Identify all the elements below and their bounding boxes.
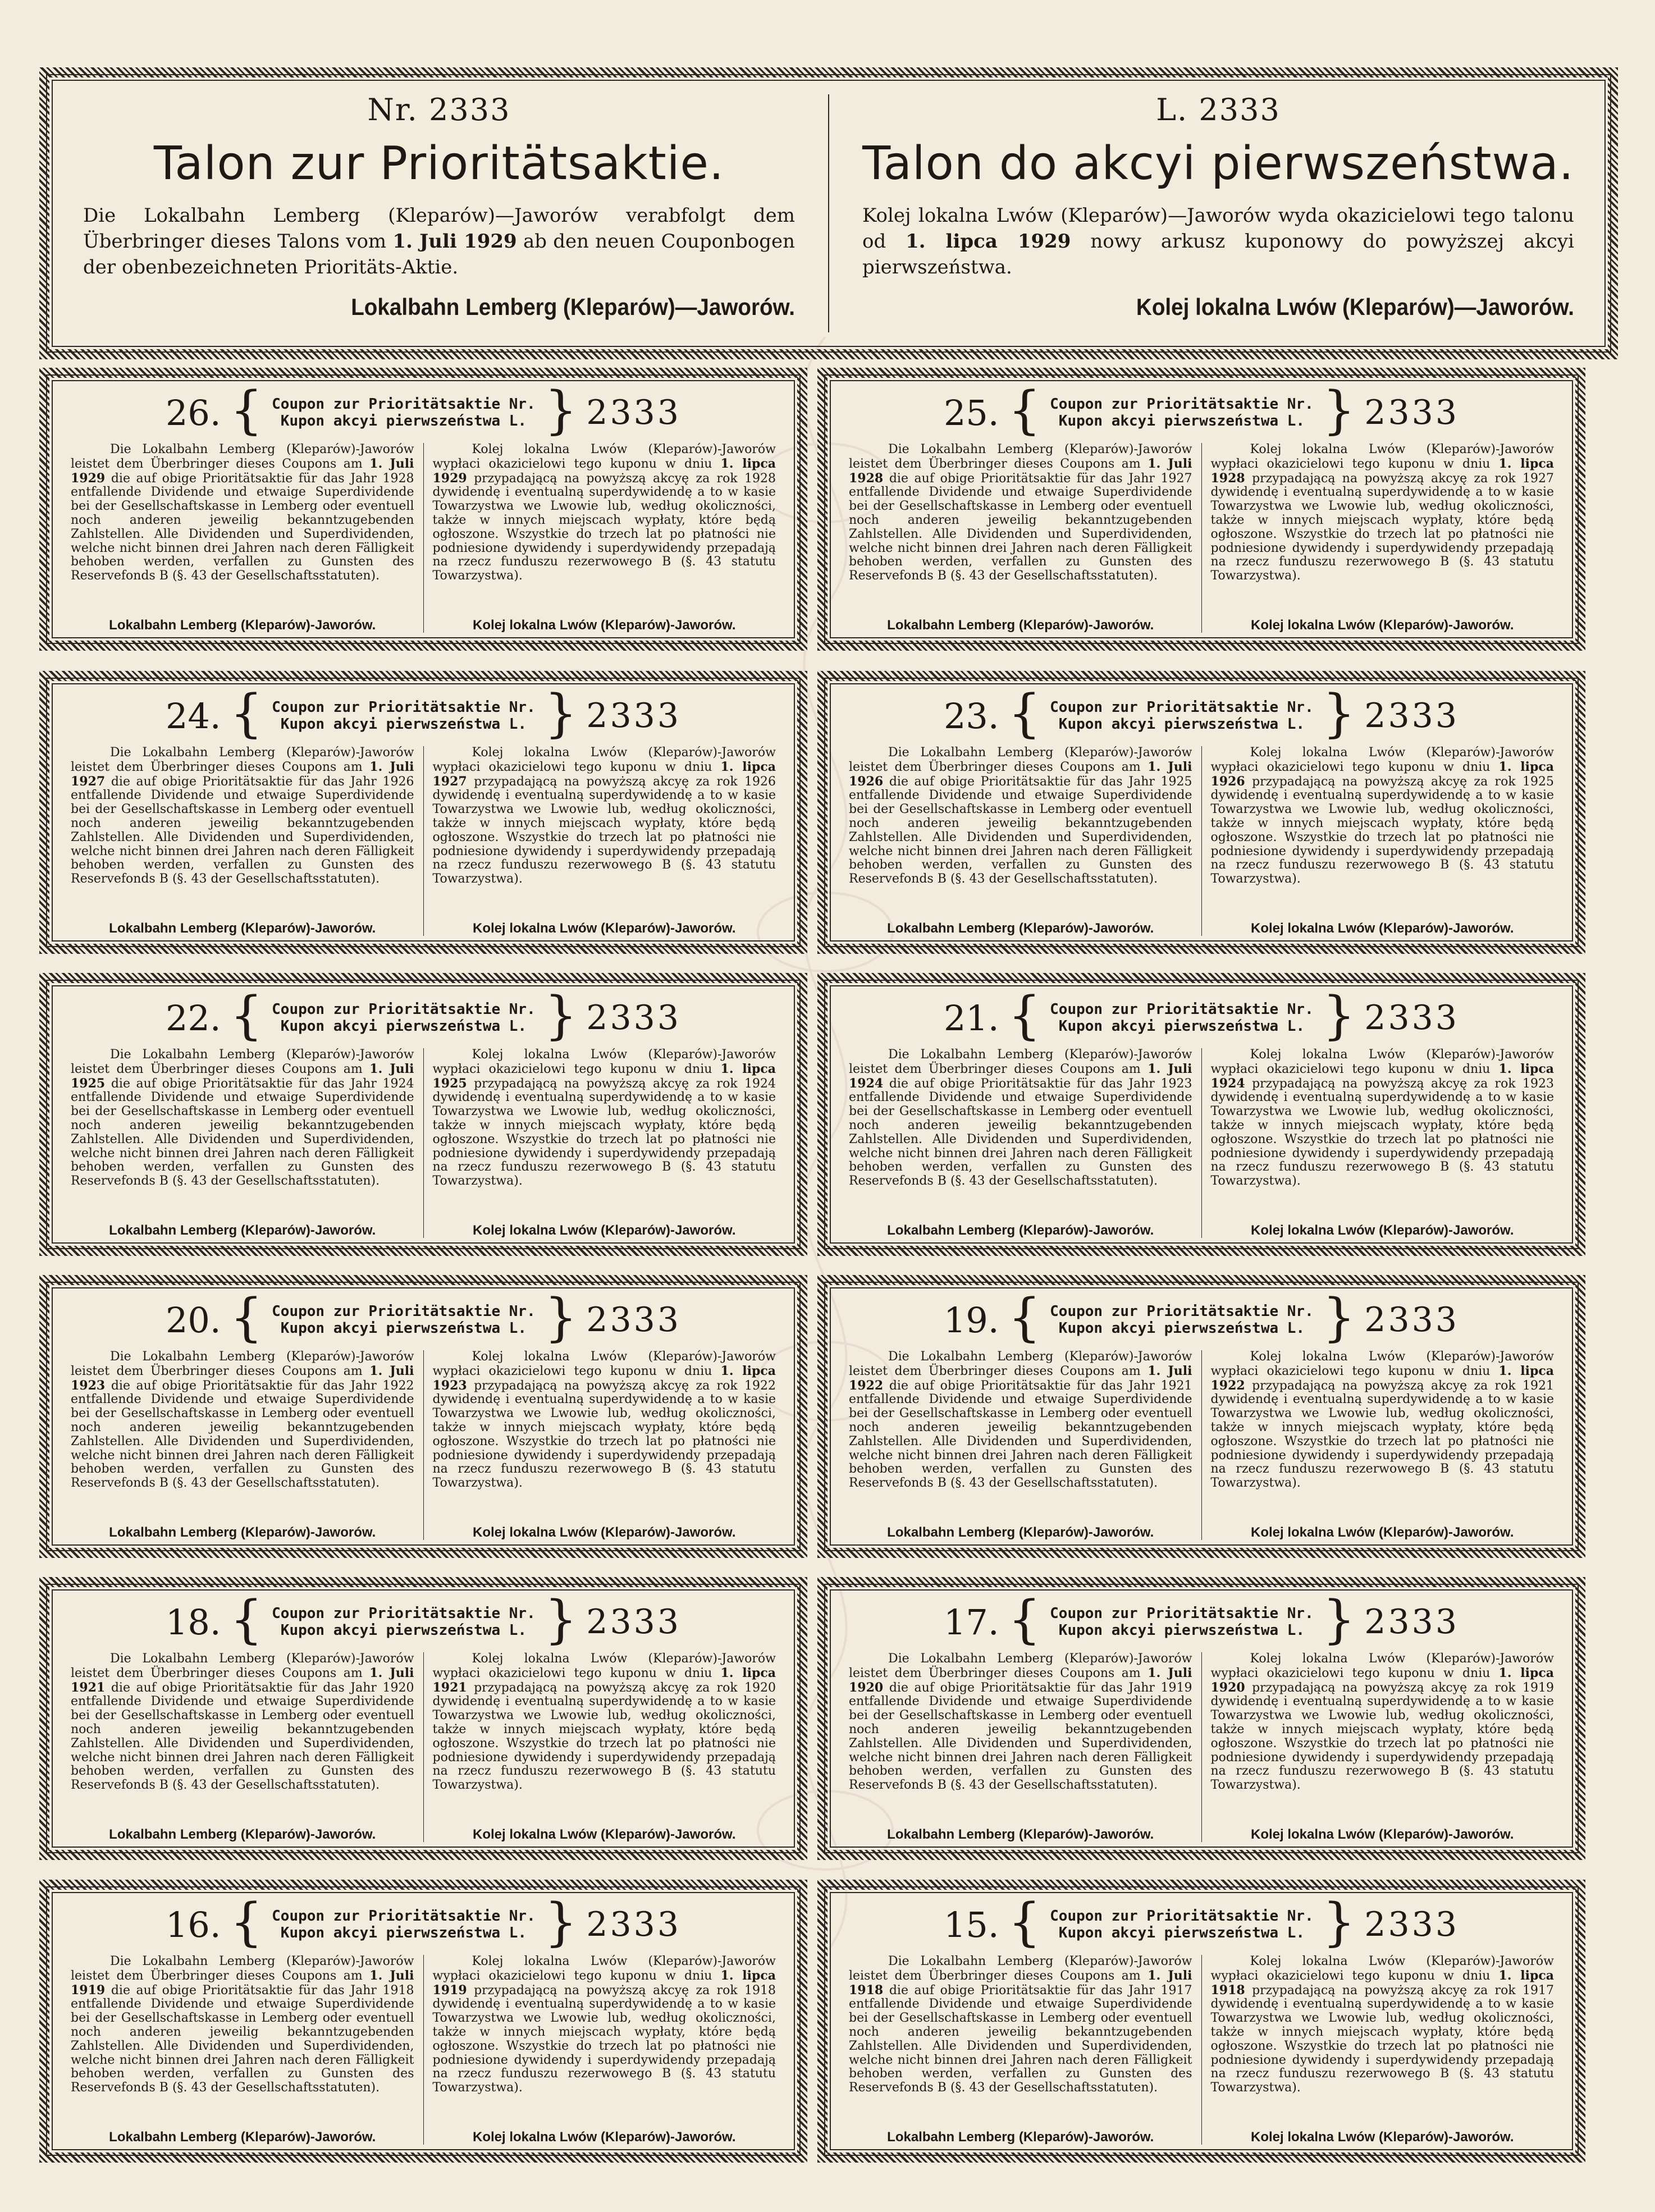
coupon-signer-pl: Kolej lokalna Lwów (Kleparów)-Jaworów. [472,1223,736,1238]
coupon-date-de: 1. Juli 1921 [71,1665,414,1695]
coupon-number: 18. [165,1601,221,1643]
coupon-date-de: 1. Juli 1923 [71,1363,414,1393]
coupon-year-de: 1919 [1160,1680,1192,1695]
coupon-year-de: 1927 [1160,471,1192,486]
coupon-body [840,1048,1563,1238]
coupon-serial: 2333 [586,998,681,1038]
coupon-serial: 2333 [1364,1300,1459,1340]
coupon-year-de: 1925 [1160,774,1192,789]
coupon-serial: 2333 [586,1602,681,1642]
coupon-date-pl: 1. lipca 1929 [432,456,776,486]
coupon-title: Coupon zur Prioritätsaktie Nr. Kupon akcyi pierwszeństwa L. [1050,396,1314,429]
coupon-year-pl: 1926 [744,774,776,789]
coupon [817,973,1585,1256]
coupon-year-de: 1924 [382,1076,414,1091]
coupon-date-de: 1. Juli 1920 [849,1665,1192,1695]
talon-polish [829,77,1608,349]
coupon-number: 24. [165,695,221,737]
talon-signer-pl: Kolej lokalna Lwów (Kleparów)—Jaworów. [1136,294,1574,320]
coupon-title: Coupon zur Prioritätsaktie Nr. Kupon akcyi pierwszeństwa L. [1050,699,1314,733]
coupon-year-pl: 1921 [1523,1378,1554,1393]
coupon-text-pl: Kolej lokalna Lwów (Kleparów)-Jaworów wypłaci okazicielowi tego kuponu w dniu 1. lipca 1919 przypadającą na powyższą akcyę za rok 1918 dywidendę i eventualną superdywidendę a to w kasie Towarzystwa we Lwowie lub, według okoliczności, także w innych miejscach wypłaty, które będą ogłoszone. Wszystkie do trzech lat po płatności nie podniesione dywidendy i superdywidendy przepadają na rzecz funduszu rezerwowego B (§. 43 statutu Towarzystwa). Kolej lokalna Lwów (Kleparów)-Jaworów. [423,1955,785,2145]
coupon-header [828,1589,1575,1649]
coupon-signer-de: Lokalbahn Lemberg (Kleparów)-Jaworów. [109,618,376,633]
coupon-number: 22. [165,997,221,1039]
coupon-serial: 2333 [1364,1602,1459,1642]
coupon-text-de: Die Lokalbahn Lemberg (Kleparów)-Jaworów leistet dem Überbringer dieses Coupons am 1. Juli 1920 die auf obige Prioritätsaktie für das Jahr 1919 entfallende Dividende und etwaige Superdividende bei der Gesellschaftskasse in Lemberg oder eventuell noch anderen jeweilig bekanntzugebenden Zahlstellen. Alle Dividenden und Superdividenden, welche nicht binnen drei Jahren nach deren Fälligkeit behoben werden, verfallen zu Gunsten des Reservefonds B (§. 43 der Gesellschaftsstatuten). Lokalbahn Lemberg (Kleparów)-Jaworów. [849,1652,1192,1843]
coupon-body [62,1048,785,1238]
brace-left-glyph: { [1008,380,1041,440]
coupon-number: 19. [943,1299,999,1341]
coupon [39,671,807,954]
coupon-signer-de: Lokalbahn Lemberg (Kleparów)-Jaworów. [887,1525,1154,1541]
coupon-year-pl: 1925 [1523,774,1554,789]
coupon-signer-de: Lokalbahn Lemberg (Kleparów)-Jaworów. [109,1827,376,1843]
coupon-signer-de: Lokalbahn Lemberg (Kleparów)-Jaworów. [887,618,1154,633]
coupon-year-pl: 1927 [1523,471,1554,486]
coupon [39,973,807,1256]
coupon-title: Coupon zur Prioritätsaktie Nr. Kupon akcyi pierwszeństwa L. [272,396,536,429]
talon-header [39,67,1618,359]
coupon-date-pl: 1. lipca 1920 [1210,1665,1555,1695]
coupon-serial: 2333 [586,393,681,432]
brace-left-glyph: { [1008,1892,1041,1952]
coupon [39,1577,807,1860]
coupon-signer-pl: Kolej lokalna Lwów (Kleparów)-Jaworów. [472,2129,736,2145]
coupon-date-pl: 1. lipca 1928 [1210,456,1555,486]
coupon-signer-pl: Kolej lokalna Lwów (Kleparów)-Jaworów. [1250,1525,1514,1541]
coupon-header [828,380,1575,440]
coupon-number: 15. [943,1904,999,1945]
coupon-year-de: 1920 [382,1680,414,1695]
coupon-title: Coupon zur Prioritätsaktie Nr. Kupon akcyi pierwszeństwa L. [272,1303,536,1337]
brace-right-glyph: } [1322,1589,1356,1649]
coupon [39,368,807,651]
talon-title-de: Talon zur Prioritätsaktie. [153,137,725,190]
talon-signer-de: Lokalbahn Lemberg (Kleparów)—Jaworów. [351,294,795,320]
coupon-text-de: Die Lokalbahn Lemberg (Kleparów)-Jaworów leistet dem Überbringer dieses Coupons am 1. Juli 1919 die auf obige Prioritätsaktie für das Jahr 1918 entfallende Dividende und etwaige Superdividende bei der Gesellschaftskasse in Lemberg oder eventuell noch anderen jeweilig bekanntzugebenden Zahlstellen. Alle Dividenden und Superdividenden, welche nicht binnen drei Jahren nach deren Fälligkeit behoben werden, verfallen zu Gunsten des Reservefonds B (§. 43 der Gesellschaftsstatuten). Lokalbahn Lemberg (Kleparów)-Jaworów. [71,1954,414,2145]
coupon-signer-pl: Kolej lokalna Lwów (Kleparów)-Jaworów. [1250,618,1514,633]
coupon-body [840,443,1563,633]
coupon [817,1275,1585,1558]
coupon-text-pl: Kolej lokalna Lwów (Kleparów)-Jaworów wypłaci okazicielowi tego kuponu w dniu 1. lipca 1926 przypadającą na powyższą akcyę za rok 1925 dywidendę i eventualną superdywidendę a to w kasie Towarzystwa we Lwowie lub, według okoliczności, także w innych miejscach wypłaty, które będą ogłoszone. Wszystkie do trzech lat po płatności nie podniesione dywidendy i superdywidendy przepadają na rzecz funduszu rezerwowego B (§. 43 statutu Towarzystwa). Kolej lokalna Lwów (Kleparów)-Jaworów. [1201,746,1563,936]
coupon-header [828,985,1575,1045]
coupon-body [840,1350,1563,1540]
brace-right-glyph: } [544,380,578,440]
coupon-signer-de: Lokalbahn Lemberg (Kleparów)-Jaworów. [887,1827,1154,1843]
coupon-header [49,985,797,1045]
brace-left-glyph: { [230,683,263,743]
coupon-date-pl: 1. lipca 1919 [432,1968,776,1998]
coupon-text-pl: Kolej lokalna Lwów (Kleparów)-Jaworów wypłaci okazicielowi tego kuponu w dniu 1. lipca 1927 przypadającą na powyższą akcyę za rok 1926 dywidendę i eventualną superdywidendę a to w kasie Towarzystwa we Lwowie lub, według okoliczności, także w innych miejscach wypłaty, które będą ogłoszone. Wszystkie do trzech lat po płatności nie podniesione dywidendy i superdywidendy przepadają na rzecz funduszu rezerwowego B (§. 43 statutu Towarzystwa). Kolej lokalna Lwów (Kleparów)-Jaworów. [423,746,785,936]
coupon-year-pl: 1922 [744,1378,776,1393]
coupon-date-pl: 1. lipca 1918 [1210,1968,1555,1998]
coupon-year-de: 1921 [1160,1378,1192,1393]
brace-left-glyph: { [230,1589,263,1649]
coupon-date-pl: 1. lipca 1926 [1210,759,1555,789]
brace-right-glyph: } [1322,985,1356,1045]
coupon-number: 21. [943,997,999,1039]
coupon-text-pl: Kolej lokalna Lwów (Kleparów)-Jaworów wypłaci okazicielowi tego kuponu w dniu 1. lipca 1928 przypadającą na powyższą akcyę za rok 1927 dywidendę i eventualną superdywidendę a to w kasie Towarzystwa we Lwowie lub, według okoliczności, także w innych miejscach wypłaty, które będą ogłoszone. Wszystkie do trzech lat po płatności nie podniesione dywidendy i superdywidendy przepadają na rzecz funduszu rezerwowego B (§. 43 statutu Towarzystwa). Kolej lokalna Lwów (Kleparów)-Jaworów. [1201,443,1563,633]
coupon-year-de: 1928 [382,471,414,486]
coupon [817,1880,1585,2163]
coupon-year-pl: 1918 [744,1983,776,1998]
coupon-year-pl: 1923 [1523,1076,1554,1091]
brace-right-glyph: } [544,1892,578,1952]
coupon-date-pl: 1. lipca 1922 [1210,1363,1555,1393]
coupon-year-pl: 1928 [744,471,776,486]
coupon-serial: 2333 [586,696,681,735]
coupon-signer-pl: Kolej lokalna Lwów (Kleparów)-Jaworów. [1250,1223,1514,1238]
coupon-year-pl: 1919 [1523,1680,1554,1695]
brace-left-glyph: { [1008,1589,1041,1649]
brace-left-glyph: { [1008,985,1041,1045]
talon-date-pl: 1. lipca 1929 [906,230,1071,253]
coupon-text-de: Die Lokalbahn Lemberg (Kleparów)-Jaworów leistet dem Überbringer dieses Coupons am 1. Juli 1924 die auf obige Prioritätsaktie für das Jahr 1923 entfallende Dividende und etwaige Superdividende bei der Gesellschaftskasse in Lemberg oder eventuell noch anderen jeweilig bekanntzugebenden Zahlstellen. Alle Dividenden und Superdividenden, welche nicht binnen drei Jahren nach deren Fälligkeit behoben werden, verfallen zu Gunsten des Reservefonds B (§. 43 der Gesellschaftsstatuten). Lokalbahn Lemberg (Kleparów)-Jaworów. [849,1048,1192,1238]
coupon-signer-de: Lokalbahn Lemberg (Kleparów)-Jaworów. [109,1223,376,1238]
brace-right-glyph: } [1322,380,1356,440]
coupon-header [49,1287,797,1347]
coupon-number: 23. [943,695,999,737]
coupon-year-de: 1923 [1160,1076,1192,1091]
talon-text-pl: Kolej lokalna Lwów (Kleparów)—Jaworów wyda okazicielowi tego talonu od 1. lipca 1929 nowy arkusz kuponowy do powyższej akcyi pierwszeństwa. [862,204,1575,278]
coupon-date-pl: 1. lipca 1923 [432,1363,776,1393]
brace-left-glyph: { [230,1892,263,1952]
brace-left-glyph: { [230,1287,263,1347]
coupon-header [49,1589,797,1649]
coupon-header [828,1892,1575,1952]
coupon-text-de: Die Lokalbahn Lemberg (Kleparów)-Jaworów leistet dem Überbringer dieses Coupons am 1. Juli 1921 die auf obige Prioritätsaktie für das Jahr 1920 entfallende Dividende und etwaige Superdividende bei der Gesellschaftskasse in Lemberg oder eventuell noch anderen jeweilig bekanntzugebenden Zahlstellen. Alle Dividenden und Superdividenden, welche nicht binnen drei Jahren nach deren Fälligkeit behoben werden, verfallen zu Gunsten des Reservefonds B (§. 43 der Gesellschaftsstatuten). Lokalbahn Lemberg (Kleparów)-Jaworów. [71,1652,414,1843]
coupon-signer-pl: Kolej lokalna Lwów (Kleparów)-Jaworów. [1250,2129,1514,2145]
coupon-text-de: Die Lokalbahn Lemberg (Kleparów)-Jaworów leistet dem Überbringer dieses Coupons am 1. Juli 1926 die auf obige Prioritätsaktie für das Jahr 1925 entfallende Dividende und etwaige Superdividende bei der Gesellschaftskasse in Lemberg oder eventuell noch anderen jeweilig bekanntzugebenden Zahlstellen. Alle Dividenden und Superdividenden, welche nicht binnen drei Jahren nach deren Fälligkeit behoben werden, verfallen zu Gunsten des Reservefonds B (§. 43 der Gesellschaftsstatuten). Lokalbahn Lemberg (Kleparów)-Jaworów. [849,746,1192,936]
coupon-date-de: 1. Juli 1922 [849,1363,1192,1393]
coupon-signer-pl: Kolej lokalna Lwów (Kleparów)-Jaworów. [472,1525,736,1541]
brace-right-glyph: } [544,683,578,743]
coupon-date-de: 1. Juli 1927 [71,759,414,789]
coupon-text-pl: Kolej lokalna Lwów (Kleparów)-Jaworów wypłaci okazicielowi tego kuponu w dniu 1. lipca 1922 przypadającą na powyższą akcyę za rok 1921 dywidendę i eventualną superdywidendę a to w kasie Towarzystwa we Lwowie lub, według okoliczności, także w innych miejscach wypłaty, które będą ogłoszone. Wszystkie do trzech lat po płatności nie podniesione dywidendy i superdywidendy przepadają na rzecz funduszu rezerwowego B (§. 43 statutu Towarzystwa). Kolej lokalna Lwów (Kleparów)-Jaworów. [1201,1350,1563,1540]
coupon-text-pl: Kolej lokalna Lwów (Kleparów)-Jaworów wypłaci okazicielowi tego kuponu w dniu 1. lipca 1924 przypadającą na powyższą akcyę za rok 1923 dywidendę i eventualną superdywidendę a to w kasie Towarzystwa we Lwowie lub, według okoliczności, także w innych miejscach wypłaty, które będą ogłoszone. Wszystkie do trzech lat po płatności nie podniesione dywidendy i superdywidendy przepadają na rzecz funduszu rezerwowego B (§. 43 statutu Towarzystwa). Kolej lokalna Lwów (Kleparów)-Jaworów. [1201,1048,1563,1238]
talon-german [49,77,829,349]
brace-right-glyph: } [544,1287,578,1347]
coupon-year-de: 1918 [382,1983,414,1998]
coupon-text-de: Die Lokalbahn Lemberg (Kleparów)-Jaworów leistet dem Überbringer dieses Coupons am 1. Juli 1928 die auf obige Prioritätsaktie für das Jahr 1927 entfallende Dividende und etwaige Superdividende bei der Gesellschaftskasse in Lemberg oder eventuell noch anderen jeweilig bekanntzugebenden Zahlstellen. Alle Dividenden und Superdividenden, welche nicht binnen drei Jahren nach deren Fälligkeit behoben werden, verfallen zu Gunsten des Reservefonds B (§. 43 der Gesellschaftsstatuten). Lokalbahn Lemberg (Kleparów)-Jaworów. [849,442,1192,633]
coupon [817,368,1585,651]
coupon-year-de: 1922 [382,1378,414,1393]
coupon-date-de: 1. Juli 1926 [849,759,1192,789]
talon-number-de: Nr. 2333 [367,92,511,127]
brace-left-glyph: { [230,380,263,440]
coupon-body [62,1350,785,1540]
coupon-number: 26. [165,392,221,433]
coupon-signer-de: Lokalbahn Lemberg (Kleparów)-Jaworów. [887,2129,1154,2145]
coupon-text-de: Die Lokalbahn Lemberg (Kleparów)-Jaworów leistet dem Überbringer dieses Coupons am 1. Juli 1923 die auf obige Prioritätsaktie für das Jahr 1922 entfallende Dividende und etwaige Superdividende bei der Gesellschaftskasse in Lemberg oder eventuell noch anderen jeweilig bekanntzugebenden Zahlstellen. Alle Dividenden und Superdividenden, welche nicht binnen drei Jahren nach deren Fälligkeit behoben werden, verfallen zu Gunsten des Reservefonds B (§. 43 der Gesellschaftsstatuten). Lokalbahn Lemberg (Kleparów)-Jaworów. [71,1350,414,1541]
coupon-text-pl: Kolej lokalna Lwów (Kleparów)-Jaworów wypłaci okazicielowi tego kuponu w dniu 1. lipca 1923 przypadającą na powyższą akcyę za rok 1922 dywidendę i eventualną superdywidendę a to w kasie Towarzystwa we Lwowie lub, według okoliczności, także w innych miejscach wypłaty, które będą ogłoszone. Wszystkie do trzech lat po płatności nie podniesione dywidendy i superdywidendy przepadają na rzecz funduszu rezerwowego B (§. 43 statutu Towarzystwa). Kolej lokalna Lwów (Kleparów)-Jaworów. [423,1350,785,1540]
coupon-body [62,746,785,936]
coupon-signer-pl: Kolej lokalna Lwów (Kleparów)-Jaworów. [1250,921,1514,936]
coupon-text-pl: Kolej lokalna Lwów (Kleparów)-Jaworów wypłaci okazicielowi tego kuponu w dniu 1. lipca 1920 przypadającą na powyższą akcyę za rok 1919 dywidendę i eventualną superdywidendę a to w kasie Towarzystwa we Lwowie lub, według okoliczności, także w innych miejscach wypłaty, które będą ogłoszone. Wszystkie do trzech lat po płatności nie podniesione dywidendy i superdywidendy przepadają na rzecz funduszu rezerwowego B (§. 43 statutu Towarzystwa). Kolej lokalna Lwów (Kleparów)-Jaworów. [1201,1652,1563,1842]
coupon-date-pl: 1. lipca 1925 [432,1061,776,1091]
coupon-date-de: 1. Juli 1928 [849,456,1192,486]
coupon-year-pl: 1917 [1523,1983,1554,1998]
coupon-date-de: 1. Juli 1919 [71,1968,414,1998]
coupon-signer-de: Lokalbahn Lemberg (Kleparów)-Jaworów. [887,1223,1154,1238]
coupon-date-de: 1. Juli 1918 [849,1968,1192,1998]
coupon-year-pl: 1920 [744,1680,776,1695]
coupon-title: Coupon zur Prioritätsaktie Nr. Kupon akcyi pierwszeństwa L. [272,699,536,733]
brace-right-glyph: } [1322,1287,1356,1347]
coupon-year-de: 1926 [382,774,414,789]
coupon-number: 25. [943,392,999,433]
coupon-header [828,1287,1575,1347]
coupon-title: Coupon zur Prioritätsaktie Nr. Kupon akcyi pierwszeństwa L. [272,1605,536,1639]
coupon-text-de: Die Lokalbahn Lemberg (Kleparów)-Jaworów leistet dem Überbringer dieses Coupons am 1. Juli 1925 die auf obige Prioritätsaktie für das Jahr 1924 entfallende Dividende und etwaige Superdividende bei der Gesellschaftskasse in Lemberg oder eventuell noch anderen jeweilig bekanntzugebenden Zahlstellen. Alle Dividenden und Superdividenden, welche nicht binnen drei Jahren nach deren Fälligkeit behoben werden, verfallen zu Gunsten des Reservefonds B (§. 43 der Gesellschaftsstatuten). Lokalbahn Lemberg (Kleparów)-Jaworów. [71,1048,414,1238]
coupon-date-de: 1. Juli 1925 [71,1061,414,1091]
coupon-signer-pl: Kolej lokalna Lwów (Kleparów)-Jaworów. [472,618,736,633]
coupon [817,1577,1585,1860]
coupon-text-pl: Kolej lokalna Lwów (Kleparów)-Jaworów wypłaci okazicielowi tego kuponu w dniu 1. lipca 1925 przypadającą na powyższą akcyę za rok 1924 dywidendę i eventualną superdywidendę a to w kasie Towarzystwa we Lwowie lub, według okoliczności, także w innych miejscach wypłaty, które będą ogłoszone. Wszystkie do trzech lat po płatności nie podniesione dywidendy i superdywidendy przepadają na rzecz funduszu rezerwowego B (§. 43 statutu Towarzystwa). Kolej lokalna Lwów (Kleparów)-Jaworów. [423,1048,785,1238]
talon-number-pl: L. 2333 [1156,92,1281,127]
coupon-date-pl: 1. lipca 1927 [432,759,776,789]
coupon-serial: 2333 [1364,696,1459,735]
coupon-body [62,1652,785,1842]
coupon-text-de: Die Lokalbahn Lemberg (Kleparów)-Jaworów leistet dem Überbringer dieses Coupons am 1. Juli 1929 die auf obige Prioritätsaktie für das Jahr 1928 entfallende Dividende und etwaige Superdividende bei der Gesellschaftskasse in Lemberg oder eventuell noch anderen jeweilig bekanntzugebenden Zahlstellen. Alle Dividenden und Superdividenden, welche nicht binnen drei Jahren nach deren Fälligkeit behoben werden, verfallen zu Gunsten des Reservefonds B (§. 43 der Gesellschaftsstatuten). Lokalbahn Lemberg (Kleparów)-Jaworów. [71,442,414,633]
coupon-header [828,683,1575,743]
coupon-title: Coupon zur Prioritätsaktie Nr. Kupon akcyi pierwszeństwa L. [1050,1605,1314,1639]
coupon-body [840,1652,1563,1842]
talon-date-de: 1. Juli 1929 [392,230,517,253]
coupon-year-pl: 1924 [744,1076,776,1091]
coupon-year-de: 1917 [1160,1983,1192,1998]
coupon-body [62,443,785,633]
coupon-text-pl: Kolej lokalna Lwów (Kleparów)-Jaworów wypłaci okazicielowi tego kuponu w dniu 1. lipca 1921 przypadającą na powyższą akcyę za rok 1920 dywidendę i eventualną superdywidendę a to w kasie Towarzystwa we Lwowie lub, według okoliczności, także w innych miejscach wypłaty, które będą ogłoszone. Wszystkie do trzech lat po płatności nie podniesione dywidendy i superdywidendy przepadają na rzecz funduszu rezerwowego B (§. 43 statutu Towarzystwa). Kolej lokalna Lwów (Kleparów)-Jaworów. [423,1652,785,1842]
brace-left-glyph: { [1008,683,1041,743]
coupon-number: 20. [165,1299,221,1341]
coupon-signer-de: Lokalbahn Lemberg (Kleparów)-Jaworów. [887,921,1154,936]
coupon-text-pl: Kolej lokalna Lwów (Kleparów)-Jaworów wypłaci okazicielowi tego kuponu w dniu 1. lipca 1918 przypadającą na powyższą akcyę za rok 1917 dywidendę i eventualną superdywidendę a to w kasie Towarzystwa we Lwowie lub, według okoliczności, także w innych miejscach wypłaty, które będą ogłoszone. Wszystkie do trzech lat po płatności nie podniesione dywidendy i superdywidendy przepadają na rzecz funduszu rezerwowego B (§. 43 statutu Towarzystwa). Kolej lokalna Lwów (Kleparów)-Jaworów. [1201,1955,1563,2145]
brace-right-glyph: } [544,985,578,1045]
brace-right-glyph: } [1322,1892,1356,1952]
coupon-serial: 2333 [1364,998,1459,1038]
coupon-header [49,1892,797,1952]
coupon-date-pl: 1. lipca 1924 [1210,1061,1555,1091]
talon-title-pl: Talon do akcyi pierwszeństwa. [862,137,1574,190]
brace-left-glyph: { [1008,1287,1041,1347]
brace-right-glyph: } [1322,683,1356,743]
coupon-body [840,746,1563,936]
coupon-signer-de: Lokalbahn Lemberg (Kleparów)-Jaworów. [109,921,376,936]
coupon-signer-pl: Kolej lokalna Lwów (Kleparów)-Jaworów. [1250,1827,1514,1843]
coupon-serial: 2333 [586,1300,681,1340]
coupon-number: 16. [165,1904,221,1945]
coupon-title: Coupon zur Prioritätsaktie Nr. Kupon akcyi pierwszeństwa L. [272,1908,536,1941]
coupon-text-pl: Kolej lokalna Lwów (Kleparów)-Jaworów wypłaci okazicielowi tego kuponu w dniu 1. lipca 1929 przypadającą na powyższą akcyę za rok 1928 dywidendę i eventualną superdywidendę a to w kasie Towarzystwa we Lwowie lub, według okoliczności, także w innych miejscach wypłaty, które będą ogłoszone. Wszystkie do trzech lat po płatności nie podniesione dywidendy i superdywidendy przepadają na rzecz funduszu rezerwowego B (§. 43 statutu Towarzystwa). Kolej lokalna Lwów (Kleparów)-Jaworów. [423,443,785,633]
coupon [817,671,1585,954]
coupon-header [49,683,797,743]
coupon-body [840,1955,1563,2145]
coupon [39,1275,807,1558]
coupon-title: Coupon zur Prioritätsaktie Nr. Kupon akcyi pierwszeństwa L. [1050,1303,1314,1337]
coupon-title: Coupon zur Prioritätsaktie Nr. Kupon akcyi pierwszeństwa L. [272,1001,536,1035]
coupon-signer-de: Lokalbahn Lemberg (Kleparów)-Jaworów. [109,1525,376,1541]
talon-text-de: Die Lokalbahn Lemberg (Kleparów)—Jaworów verabfolgt dem Überbringer dieses Talons vom 1. Juli 1929 ab den neuen Couponbogen der obenbezeichneten Prioritäts-Aktie. [83,204,795,278]
coupon-text-de: Die Lokalbahn Lemberg (Kleparów)-Jaworów leistet dem Überbringer dieses Coupons am 1. Juli 1918 die auf obige Prioritätsaktie für das Jahr 1917 entfallende Dividende und etwaige Superdividende bei der Gesellschaftskasse in Lemberg oder eventuell noch anderen jeweilig bekanntzugebenden Zahlstellen. Alle Dividenden und Superdividenden, welche nicht binnen drei Jahren nach deren Fälligkeit behoben werden, verfallen zu Gunsten des Reservefonds B (§. 43 der Gesellschaftsstatuten). Lokalbahn Lemberg (Kleparów)-Jaworów. [849,1954,1192,2145]
coupon-header [49,380,797,440]
coupon-date-pl: 1. lipca 1921 [432,1665,776,1695]
coupon-title: Coupon zur Prioritätsaktie Nr. Kupon akcyi pierwszeństwa L. [1050,1001,1314,1035]
coupon-serial: 2333 [586,1905,681,1944]
coupon-text-de: Die Lokalbahn Lemberg (Kleparów)-Jaworów leistet dem Überbringer dieses Coupons am 1. Juli 1922 die auf obige Prioritätsaktie für das Jahr 1921 entfallende Dividende und etwaige Superdividende bei der Gesellschaftskasse in Lemberg oder eventuell noch anderen jeweilig bekanntzugebenden Zahlstellen. Alle Dividenden und Superdividenden, welche nicht binnen drei Jahren nach deren Fälligkeit behoben werden, verfallen zu Gunsten des Reservefonds B (§. 43 der Gesellschaftsstatuten). Lokalbahn Lemberg (Kleparów)-Jaworów. [849,1350,1192,1541]
coupon-title: Coupon zur Prioritätsaktie Nr. Kupon akcyi pierwszeństwa L. [1050,1908,1314,1941]
coupon [39,1880,807,2163]
coupon-serial: 2333 [1364,393,1459,432]
coupon-date-de: 1. Juli 1929 [71,456,414,486]
brace-right-glyph: } [544,1589,578,1649]
coupon-serial: 2333 [1364,1905,1459,1944]
coupon-signer-pl: Kolej lokalna Lwów (Kleparów)-Jaworów. [472,921,736,936]
coupon-text-de: Die Lokalbahn Lemberg (Kleparów)-Jaworów leistet dem Überbringer dieses Coupons am 1. Juli 1927 die auf obige Prioritätsaktie für das Jahr 1926 entfallende Dividende und etwaige Superdividende bei der Gesellschaftskasse in Lemberg oder eventuell noch anderen jeweilig bekanntzugebenden Zahlstellen. Alle Dividenden und Superdividenden, welche nicht binnen drei Jahren nach deren Fälligkeit behoben werden, verfallen zu Gunsten des Reservefonds B (§. 43 der Gesellschaftsstatuten). Lokalbahn Lemberg (Kleparów)-Jaworów. [71,746,414,936]
coupon-signer-de: Lokalbahn Lemberg (Kleparów)-Jaworów. [109,2129,376,2145]
coupon-date-de: 1. Juli 1924 [849,1061,1192,1091]
coupon-body [62,1955,785,2145]
brace-left-glyph: { [230,985,263,1045]
coupon-number: 17. [943,1601,999,1643]
coupon-signer-pl: Kolej lokalna Lwów (Kleparów)-Jaworów. [472,1827,736,1843]
